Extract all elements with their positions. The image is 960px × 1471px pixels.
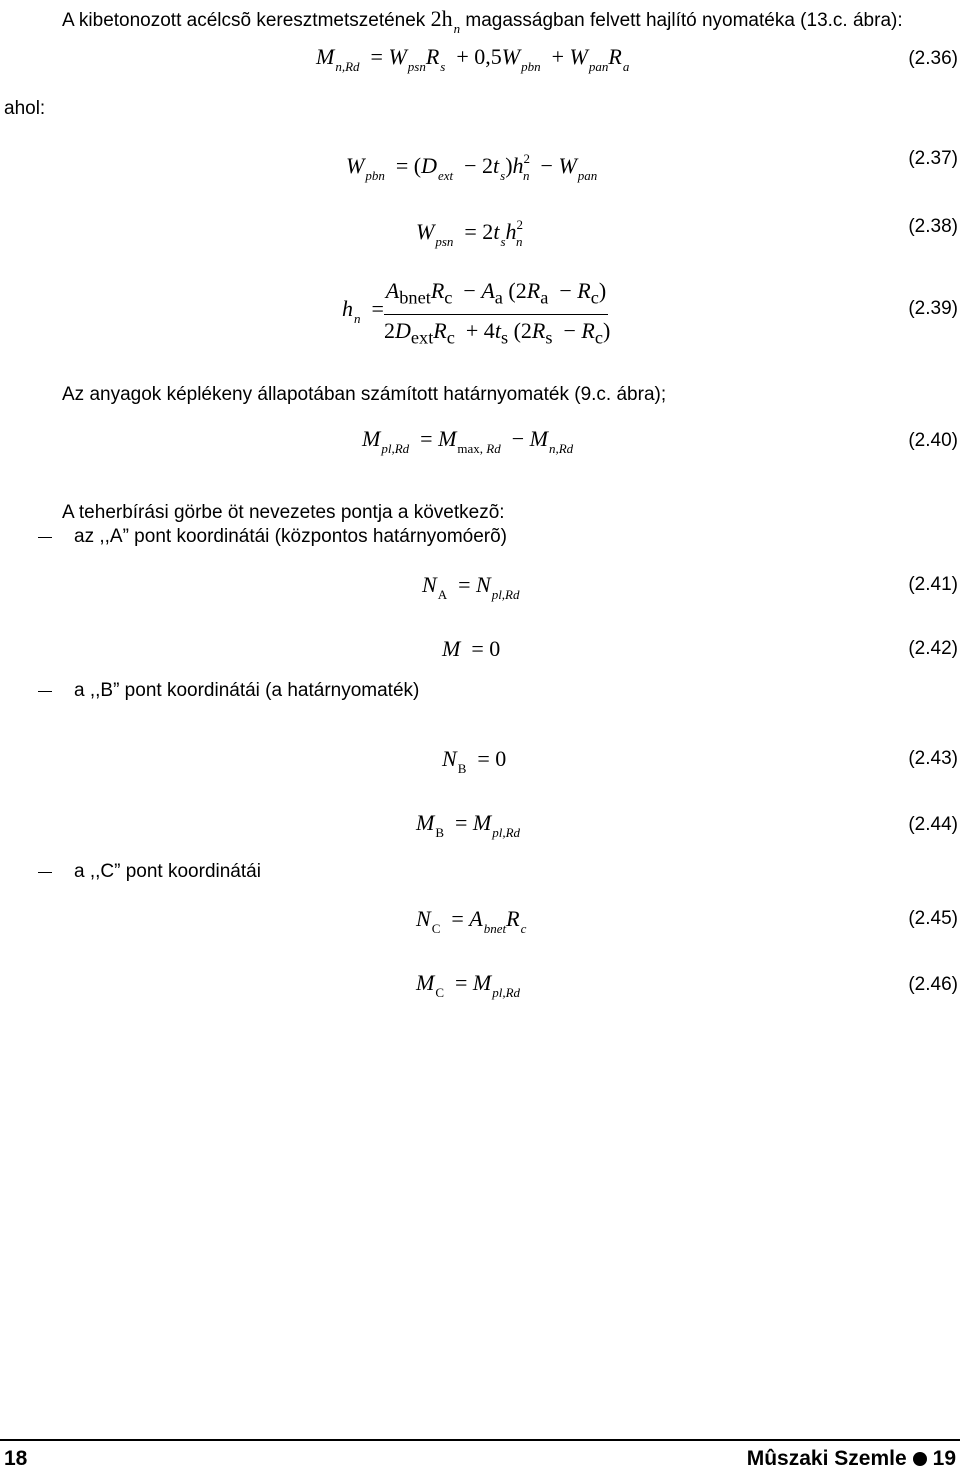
intro-variable: $2h_n$ [430,6,461,36]
equation-2-41: $N_A = N_{pl,Rd}$ [422,572,520,602]
fraction-numerator: $A_{bnet}R_c - A_a$ $(2R_a - R_c)$ [385,278,607,308]
paragraph-plastic-moment: Az anyagok képlékeny állapotában számított határnyomaték (9.c. ábra); [62,384,667,405]
footer-issue-number: 19 [932,1447,956,1470]
bullet-point-a: az ,,A” pont koordinátái (központos határnyomóerõ) [74,526,508,547]
fraction-denominator: $2D_{ext}R_c + 4t_s$ $(2R_s - R_c)$ [384,318,611,348]
bullet-dot-icon [913,1452,927,1466]
bullet-point-c: a ,,C” pont koordinátái [74,861,261,882]
equation-number-2-39: (2.39) [908,298,958,319]
fraction-bar [384,314,608,315]
equation-2-43: $N_B = 0$ [442,746,507,776]
equation-number-2-38: (2.38) [908,216,958,237]
equation-2-42: M = 0 [442,636,501,661]
bullet-dash-a [38,537,52,538]
equation-number-2-36: (2.36) [908,48,958,69]
footer-journal [747,1447,956,1471]
equation-number-2-43: (2.43) [908,748,958,769]
equation-number-2-42: (2.42) [908,638,958,659]
equation-2-46: $M_C = M_{pl,Rd}$ [416,970,521,1000]
equation-2-39-lhs: $h_n$ = [342,296,384,326]
bullet-point-b: a ,,B” pont koordinátái (a határnyomaték) [74,680,420,701]
intro-text-after: magasságban felvett hajlító nyomatéka (13.c. ábra): [465,10,903,31]
equation-number-2-46: (2.46) [908,974,958,995]
equation-number-2-40: (2.40) [908,430,958,451]
equation-number-2-45: (2.45) [908,908,958,929]
equation-2-37: $W_{pbn} = (D_{ext} - 2t_s)h^2_n - W_{pan}$ [346,151,598,183]
intro-line [62,6,903,42]
ahol-label: ahol: [4,98,46,119]
footer-journal-name: Mûszaki Szemle [746,1447,907,1470]
equation-number-2-37: (2.37) [908,148,958,169]
bullet-dash-c [38,872,52,873]
bullet-dash-b [38,691,52,692]
paragraph-five-points: A teherbírási görbe öt nevezetes pontja a következõ: [62,502,505,523]
equation-2-38: $W_{psn} = 2t_sh^2_n$ [416,217,523,249]
equation-2-36: $M_{n,Rd} = W_{psn}R_s + 0,5W_{pbn} + W_{pan}R_a$ [316,44,630,74]
equation-number-2-44: (2.44) [908,814,958,835]
equation-2-39-fraction [384,278,611,351]
equation-2-40: $M_{pl,Rd} = M_{max, Rd} - M_{n,Rd}$ [362,426,574,456]
footer-rule [0,1439,960,1441]
equation-2-44: $M_B = M_{pl,Rd}$ [416,810,521,840]
equation-2-45: $N_C = A_{bnet}R_c$ [416,906,527,936]
equation-number-2-41: (2.41) [908,574,958,595]
intro-text: A kibetonozott acélcsõ keresztmetszetének [62,10,426,31]
footer-page-number: 18 [4,1447,28,1470]
